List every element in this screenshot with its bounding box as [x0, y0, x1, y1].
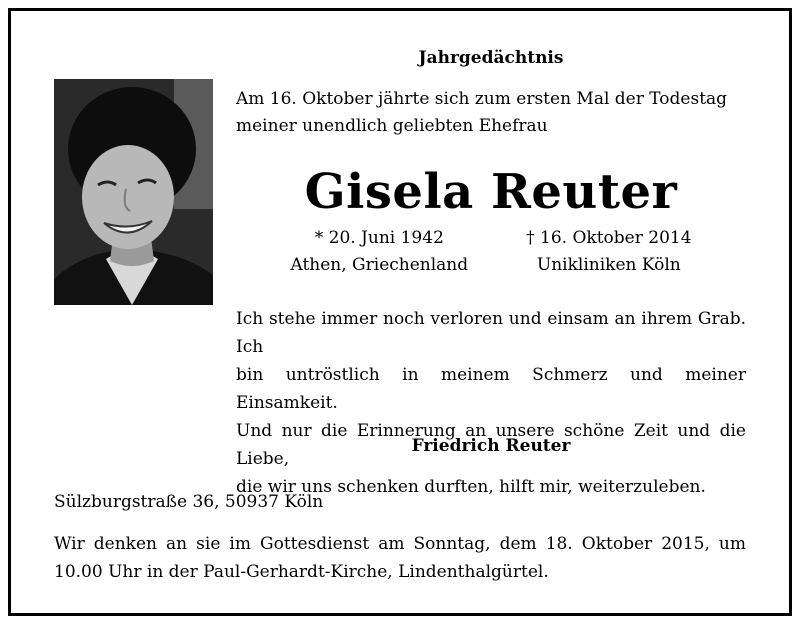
service-announcement	[54, 530, 746, 586]
address-text: Sülzburgstraße 36, 50937 Köln	[54, 492, 324, 512]
birth-date: * 20. Juni 1942	[314, 228, 444, 248]
service-line: Wir denken an sie im Gottesdienst am Sonntag, dem 18. Oktober 2015, um	[54, 534, 746, 554]
death-date: † 16. Oktober 2014	[526, 228, 692, 248]
portrait-photo	[54, 79, 213, 305]
deceased-name: Gisela Reuter	[304, 164, 678, 220]
memorial-paragraph	[236, 305, 746, 501]
signer-name: Friedrich Reuter	[411, 436, 571, 456]
death-info	[526, 225, 691, 279]
life-dates	[236, 225, 746, 279]
intro-text	[236, 86, 746, 140]
birth-place: Athen, Griechenland	[290, 255, 469, 275]
death-place: Unikliniken Köln	[536, 255, 681, 275]
paragraph-line: Ich stehe immer noch verloren und einsam an ihrem Grab. Ich	[236, 309, 746, 357]
paragraph-line: bin untröstlich in meinem Schmerz und meiner Einsamkeit.	[236, 365, 746, 413]
intro-line: Am 16. Oktober jährte sich zum ersten Mal der Todestag	[236, 89, 728, 109]
service-line: 10.00 Uhr in der Paul-Gerhardt-Kirche, Lindenthalgürtel.	[54, 562, 549, 582]
birth-info	[290, 225, 468, 279]
intro-line: meiner unendlich geliebten Ehefrau	[236, 116, 548, 136]
paragraph-line: die wir uns schenken durften, hilft mir, weiterzuleben.	[236, 477, 706, 497]
paragraph-line: Und nur die Erinnerung an unsere schöne Zeit und die Liebe,	[236, 421, 746, 469]
notice-heading: Jahrgedächtnis	[418, 48, 564, 68]
